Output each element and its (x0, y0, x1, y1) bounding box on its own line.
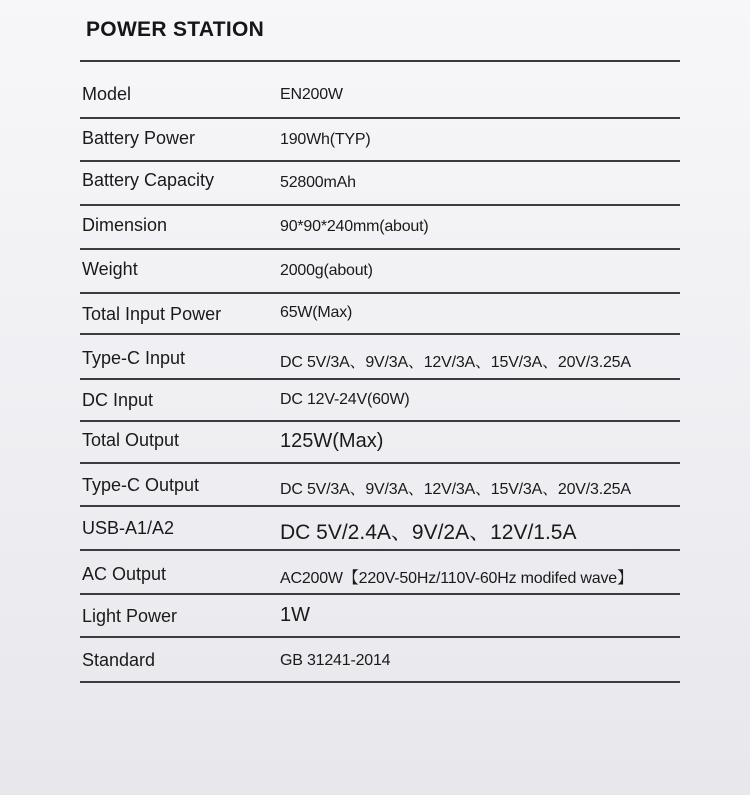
spec-value: 125W(Max) (280, 430, 384, 452)
spec-label: Battery Power (82, 128, 196, 148)
spec-row-dimension (80, 206, 680, 250)
spec-label: Standard (82, 650, 156, 670)
spec-value: 90*90*240mm(about) (280, 218, 429, 235)
spec-value: 52800mAh (280, 174, 356, 191)
spec-label: Total Output (82, 430, 180, 450)
spec-row-battery-power (80, 119, 680, 162)
spec-row-dc-input (80, 380, 680, 422)
spec-table (80, 62, 680, 683)
spec-row-total-output (80, 422, 680, 464)
spec-row-model (80, 62, 680, 119)
spec-row-usb-a (80, 507, 680, 551)
spec-label: Type-C Output (82, 475, 200, 495)
spec-row-total-input-power (80, 294, 680, 335)
spec-value: DC 5V/2.4A、9V/2A、12V/1.5A (280, 521, 577, 544)
spec-row-type-c-input (80, 335, 680, 380)
spec-label: USB-A1/A2 (82, 518, 175, 538)
spec-value: DC 5V/3A、9V/3A、12V/3A、15V/3A、20V/3.25A (280, 354, 631, 371)
spec-label: Light Power (82, 606, 178, 626)
spec-label: Battery Capacity (82, 170, 215, 190)
spec-label: Dimension (82, 215, 168, 235)
spec-value: DC 12V-24V(60W) (280, 391, 410, 408)
page-title: POWER STATION (86, 18, 265, 41)
spec-label: DC Input (82, 390, 154, 410)
spec-row-battery-capacity (80, 162, 680, 206)
spec-value: 1W (280, 604, 310, 626)
spec-value: DC 5V/3A、9V/3A、12V/3A、15V/3A、20V/3.25A (280, 481, 631, 498)
spec-value: GB 31241-2014 (280, 652, 391, 669)
spec-label: Model (82, 84, 132, 104)
spec-row-weight (80, 250, 680, 294)
spec-label: Weight (82, 259, 138, 279)
spec-value: AC200W【220V-50Hz/110V-60Hz modifed wave】 (280, 570, 633, 587)
spec-row-ac-output (80, 551, 680, 595)
spec-label: Type-C Input (82, 348, 186, 368)
spec-value: 2000g(about) (280, 262, 373, 279)
spec-value: 65W(Max) (280, 304, 353, 321)
spec-value: 190Wh(TYP) (280, 131, 371, 148)
spec-label: Total Input Power (82, 304, 222, 324)
spec-row-light-power (80, 595, 680, 638)
spec-label: AC Output (82, 564, 167, 584)
spec-row-standard (80, 638, 680, 683)
spec-row-type-c-output (80, 464, 680, 507)
spec-value: EN200W (280, 86, 343, 103)
